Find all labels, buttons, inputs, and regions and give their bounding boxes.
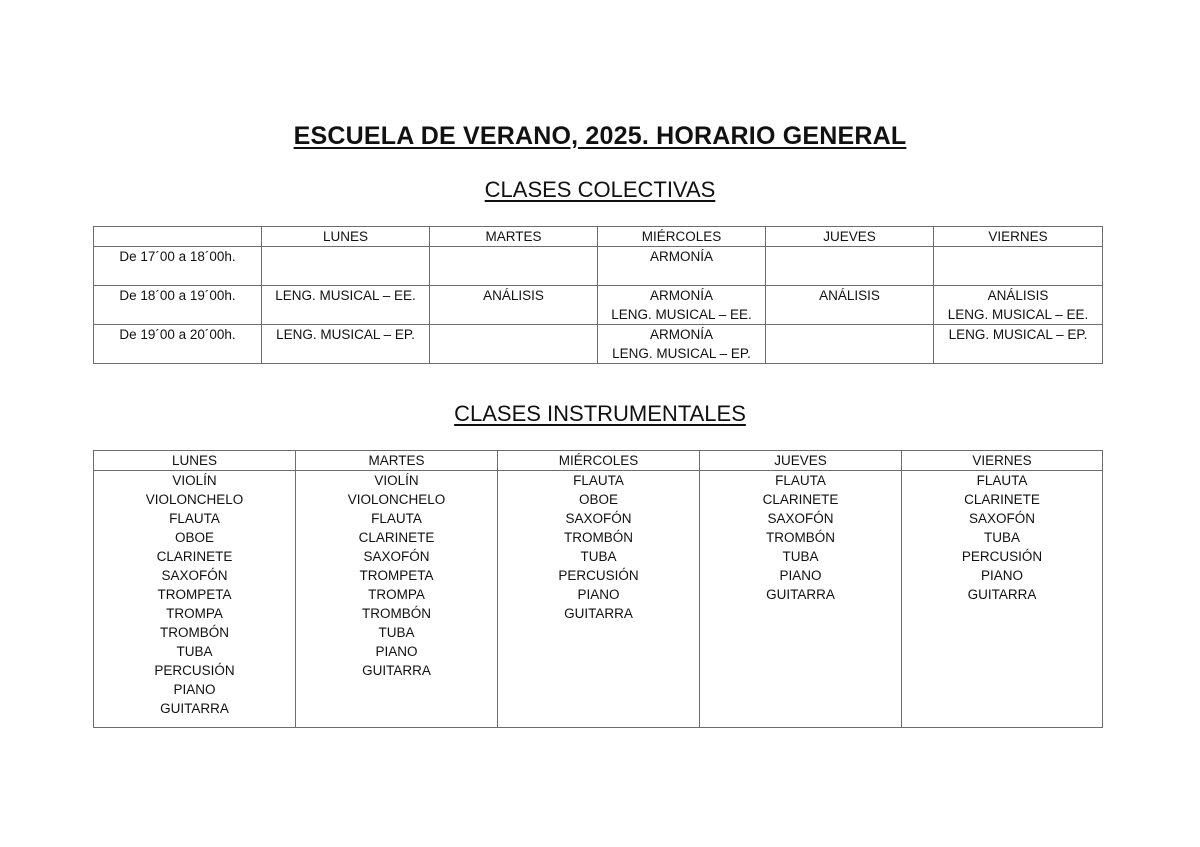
header-cell-empty (94, 227, 262, 247)
list-item: PERCUSIÓN (961, 549, 1043, 564)
time-slot-cell: De 19´00 a 20´00h. (94, 325, 262, 364)
list-item: PERCUSIÓN (558, 568, 639, 583)
class-cell-martes (430, 286, 598, 325)
list-item: TROMPETA (359, 568, 434, 583)
class-cell-lunes (262, 325, 430, 364)
list-item: VIOLÍN (374, 473, 419, 488)
list-item: TROMBÓN (160, 625, 229, 640)
list-item: SAXOFÓN (767, 511, 834, 526)
header-cell-martes: MARTES (430, 227, 598, 247)
time-slot-cell: De 18´00 a 19´00h. (94, 286, 262, 325)
class-cell-lunes (262, 247, 430, 286)
header-cell-miercoles: MIÉRCOLES (598, 227, 766, 247)
class-cell-miercoles (598, 286, 766, 325)
class-cell-jueves (766, 286, 934, 325)
instrumentales-header-row (94, 451, 1103, 471)
list-item: CLARINETE (358, 530, 435, 545)
table-row (94, 247, 1103, 286)
list-item: TUBA (176, 644, 213, 659)
list-item: TUBA (983, 530, 1020, 545)
list-item: VIOLONCHELO (145, 492, 244, 507)
list-item: SAXOFÓN (363, 549, 430, 564)
section-title-colectivas: CLASES COLECTIVAS (484, 177, 716, 202)
list-item: GUITARRA (362, 663, 431, 678)
table-row (94, 286, 1103, 325)
inst-list-miercoles (498, 471, 700, 728)
class-cell-jueves (766, 325, 934, 364)
class-name: LENG. MUSICAL – EP. (276, 327, 415, 342)
list-item: OBOE (578, 492, 618, 507)
list-item: PIANO (779, 568, 822, 583)
list-item: SAXOFÓN (161, 568, 228, 583)
list-item: PERCUSIÓN (154, 663, 235, 678)
class-cell-lunes (262, 286, 430, 325)
section-title-instrumentales: CLASES INSTRUMENTALES (454, 401, 746, 426)
table-row (94, 325, 1103, 364)
inst-list-jueves (700, 471, 902, 728)
class-name: LENG. MUSICAL – EE. (275, 288, 416, 303)
list-item: FLAUTA (371, 511, 422, 526)
inst-header-viernes: VIERNES (902, 451, 1103, 471)
list-item: FLAUTA (573, 473, 624, 488)
list-item: CLARINETE (762, 492, 839, 507)
class-name: LENG. MUSICAL – EP. (948, 327, 1088, 342)
class-name: LENG. MUSICAL – EE. (947, 307, 1089, 322)
class-name: ANÁLISIS (483, 288, 544, 303)
list-item: CLARINETE (964, 492, 1040, 507)
list-item: CLARINETE (156, 549, 233, 564)
list-item: TROMPETA (157, 587, 232, 602)
class-name: ARMONÍA (649, 249, 713, 264)
inst-list-martes (296, 471, 498, 728)
list-item: TUBA (378, 625, 415, 640)
list-item: TUBA (782, 549, 819, 564)
class-name: ARMONÍA (649, 327, 713, 342)
class-name: ANÁLISIS (987, 288, 1049, 303)
list-item: PIANO (173, 682, 216, 697)
list-item: GUITARRA (766, 587, 835, 602)
header-cell-jueves: JUEVES (766, 227, 934, 247)
class-cell-miercoles (598, 325, 766, 364)
class-name: ARMONÍA (649, 288, 713, 303)
page-title: ESCUELA DE VERANO, 2025. HORARIO GENERAL (293, 122, 907, 150)
instrumentales-table (93, 450, 1103, 728)
class-cell-jueves (766, 247, 934, 286)
class-cell-viernes (934, 247, 1103, 286)
inst-header-jueves: JUEVES (700, 451, 902, 471)
list-item: TROMBÓN (564, 530, 633, 545)
list-item: TROMBÓN (362, 606, 431, 621)
class-name: ANÁLISIS (819, 288, 880, 303)
list-item: TROMPA (368, 587, 425, 602)
class-cell-martes (430, 325, 598, 364)
list-item: FLAUTA (976, 473, 1028, 488)
list-item: SAXOFÓN (968, 511, 1035, 526)
inst-list-viernes (902, 471, 1103, 728)
list-item: SAXOFÓN (565, 511, 632, 526)
list-item: GUITARRA (160, 701, 229, 716)
instrumentales-body-row (94, 471, 1103, 728)
class-cell-viernes (934, 325, 1103, 364)
class-name: LENG. MUSICAL – EP. (612, 346, 751, 361)
inst-header-lunes: LUNES (94, 451, 296, 471)
list-item: TUBA (580, 549, 617, 564)
colectivas-table (93, 226, 1103, 364)
inst-header-martes: MARTES (296, 451, 498, 471)
class-cell-miercoles (598, 247, 766, 286)
colectivas-header-row (94, 227, 1103, 247)
class-name: LENG. MUSICAL – EE. (611, 307, 752, 322)
class-cell-viernes (934, 286, 1103, 325)
list-item: VIOLONCHELO (347, 492, 446, 507)
list-item: GUITARRA (564, 606, 633, 621)
list-item: OBOE (174, 530, 214, 545)
class-cell-martes (430, 247, 598, 286)
list-item: PIANO (375, 644, 418, 659)
list-item: VIOLÍN (172, 473, 217, 488)
header-cell-viernes: VIERNES (934, 227, 1103, 247)
time-slot-cell: De 17´00 a 18´00h. (94, 247, 262, 286)
list-item: TROMPA (166, 606, 223, 621)
list-item: FLAUTA (169, 511, 220, 526)
inst-header-miercoles: MIÉRCOLES (498, 451, 700, 471)
list-item: FLAUTA (775, 473, 826, 488)
list-item: TROMBÓN (766, 530, 835, 545)
inst-list-lunes (94, 471, 296, 728)
header-cell-lunes: LUNES (262, 227, 430, 247)
list-item: GUITARRA (967, 587, 1037, 602)
list-item: PIANO (980, 568, 1023, 583)
list-item: PIANO (577, 587, 620, 602)
